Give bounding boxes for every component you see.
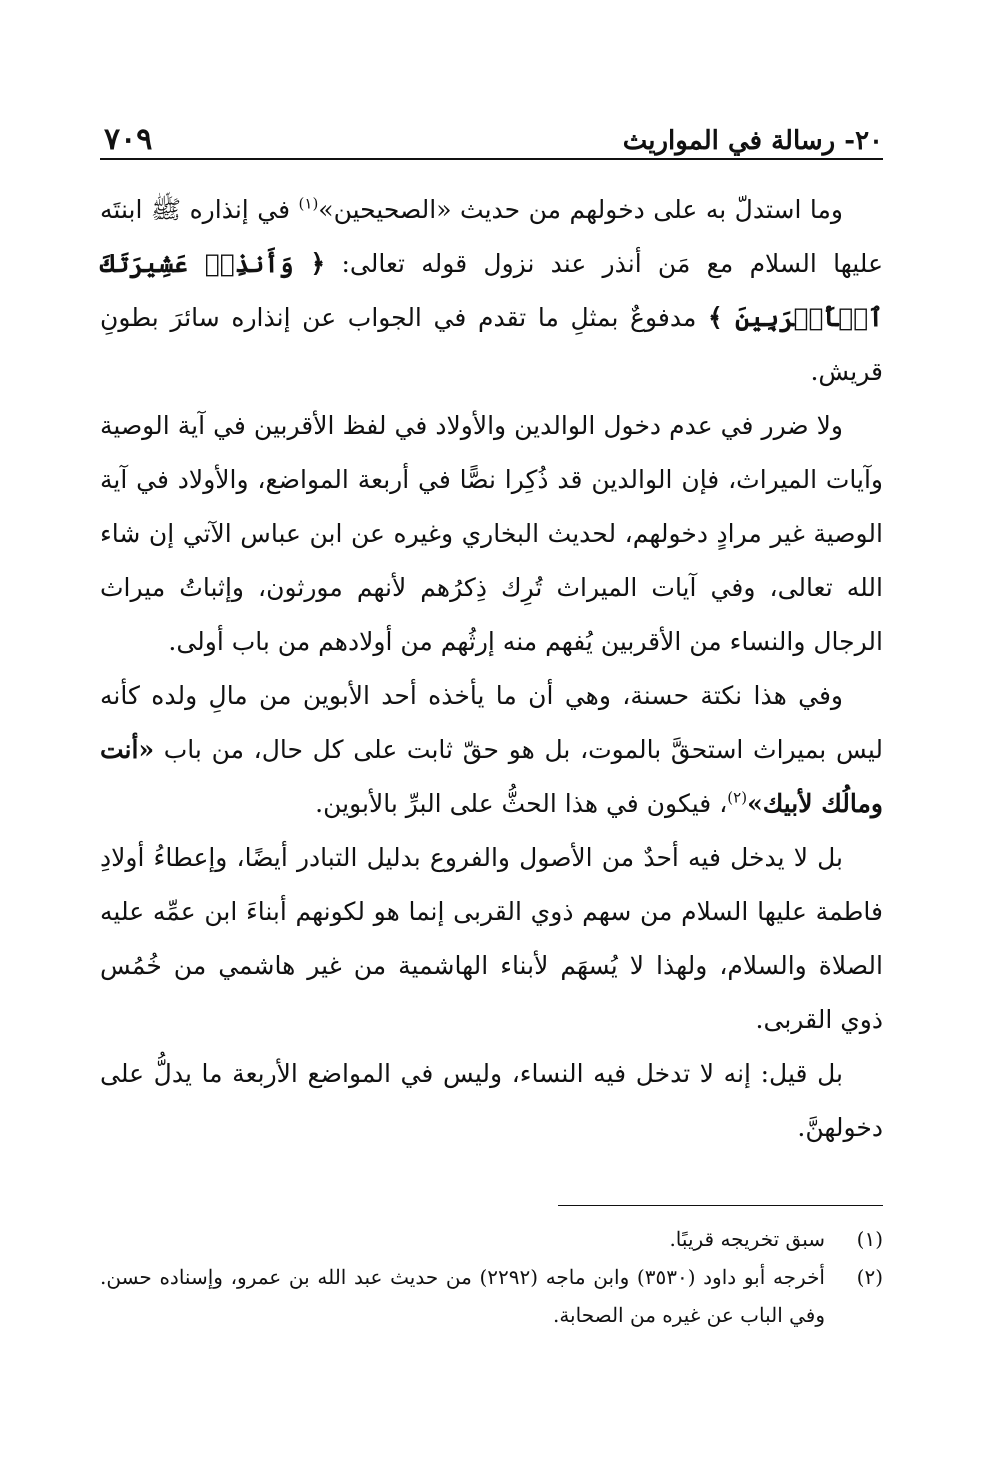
paragraph-1: وما استدلّ به على دخولهم من حديث «الصحيحين»$^{(١)}$ في إنذاره ﷺ ابنتَه عليها السلام مع مَن أنذر عند نزول قوله تعالى: ﴿ وَأَنذِرۡ عَشِيرَتَكَ ٱلۡأَقۡرَبِينَ ﴾ مدفوعٌ بمثلِ ما تقدم في الجواب عن إنذاره سائرَ بطونِ قريش.: [100, 194, 883, 386]
running-title: ٢٠- رسالة في المواريث: [622, 126, 883, 156]
footnotes: [100, 1220, 883, 1334]
main-text: [100, 183, 883, 1155]
footnote-ref-2[interactable]: (٢): [727, 788, 748, 807]
footnote-1: [100, 1220, 883, 1258]
footnote-2: [100, 1258, 883, 1334]
footnote-ref-1[interactable]: (١): [298, 194, 319, 213]
paragraph-4: بل لا يدخل فيه أحدٌ من الأصول والفروع بدليل التبادر أيضًا، وإعطاءُ أولادِ فاطمة عليها السلام من سهم ذوي القربى إنما هو لكونهم أبناءَ ابن عمِّه عليه الصلاة والسلام، ولهذا لا يُسهَم لأبناء الهاشمية من غير هاشمي من خُمُس ذوي القربى.: [100, 843, 883, 1034]
hadith-quote: «أنت ومالُك لأبيك»: [100, 735, 883, 818]
paragraph-3: وفي هذا نكتة حسنة، وهي أن ما يأخذه أحد الأبوين من مالِ ولده كأنه ليس بميراث استحقَّ بالموت، بل هو حقّ ثابت على كل حال، من باب «أنت ومالُك لأبيك»$^{(٢)}$، فيكون في هذا الحثُّ على البرِّ بالأبوين.: [100, 681, 883, 818]
footnote-divider: [558, 1205, 883, 1206]
footnote-number: (١): [856, 1227, 883, 1251]
footnote-number: (٢): [856, 1265, 883, 1289]
paragraph-5: بل قيل: إنه لا تدخل فيه النساء، وليس في المواضع الأربعة ما يدلُّ على دخولهنَّ.: [100, 1059, 883, 1142]
page-number: ٧٠٩: [104, 122, 153, 157]
page-header: [100, 118, 883, 168]
header-divider: [100, 158, 883, 160]
paragraph-2: ولا ضرر في عدم دخول الوالدين والأولاد في لفظ الأقربين في آية الوصية وآيات الميراث، فإن الوالدين قد ذُكِرا نصًّا في أربعة المواضع، والأولاد في آية الوصية غير مرادٍ دخولهم، لحديث البخاري وغيره عن ابن عباس الآتي إن شاء الله تعالى، وفي آيات الميراث تُرِك ذِكرُهم لأنهم مورثون، وإثباتُ ميراث الرجال والنساء من الأقربين يُفهم منه إرثُهم من أولادهم من باب أولى.: [100, 411, 883, 656]
footnote-text: أخرجه أبو داود (٣٥٣٠) وابن ماجه (٢٢٩٢) من حديث عبد الله بن عمرو، وإسناده حسن. وفي الباب عن غيره من الصحابة.: [100, 1265, 825, 1327]
quran-verse: ﴿ وَأَنذِرۡ عَشِيرَتَكَ ٱلۡأَقۡرَبِينَ ﴾: [100, 249, 883, 332]
footnote-text: سبق تخريجه قريبًا.: [669, 1227, 825, 1251]
